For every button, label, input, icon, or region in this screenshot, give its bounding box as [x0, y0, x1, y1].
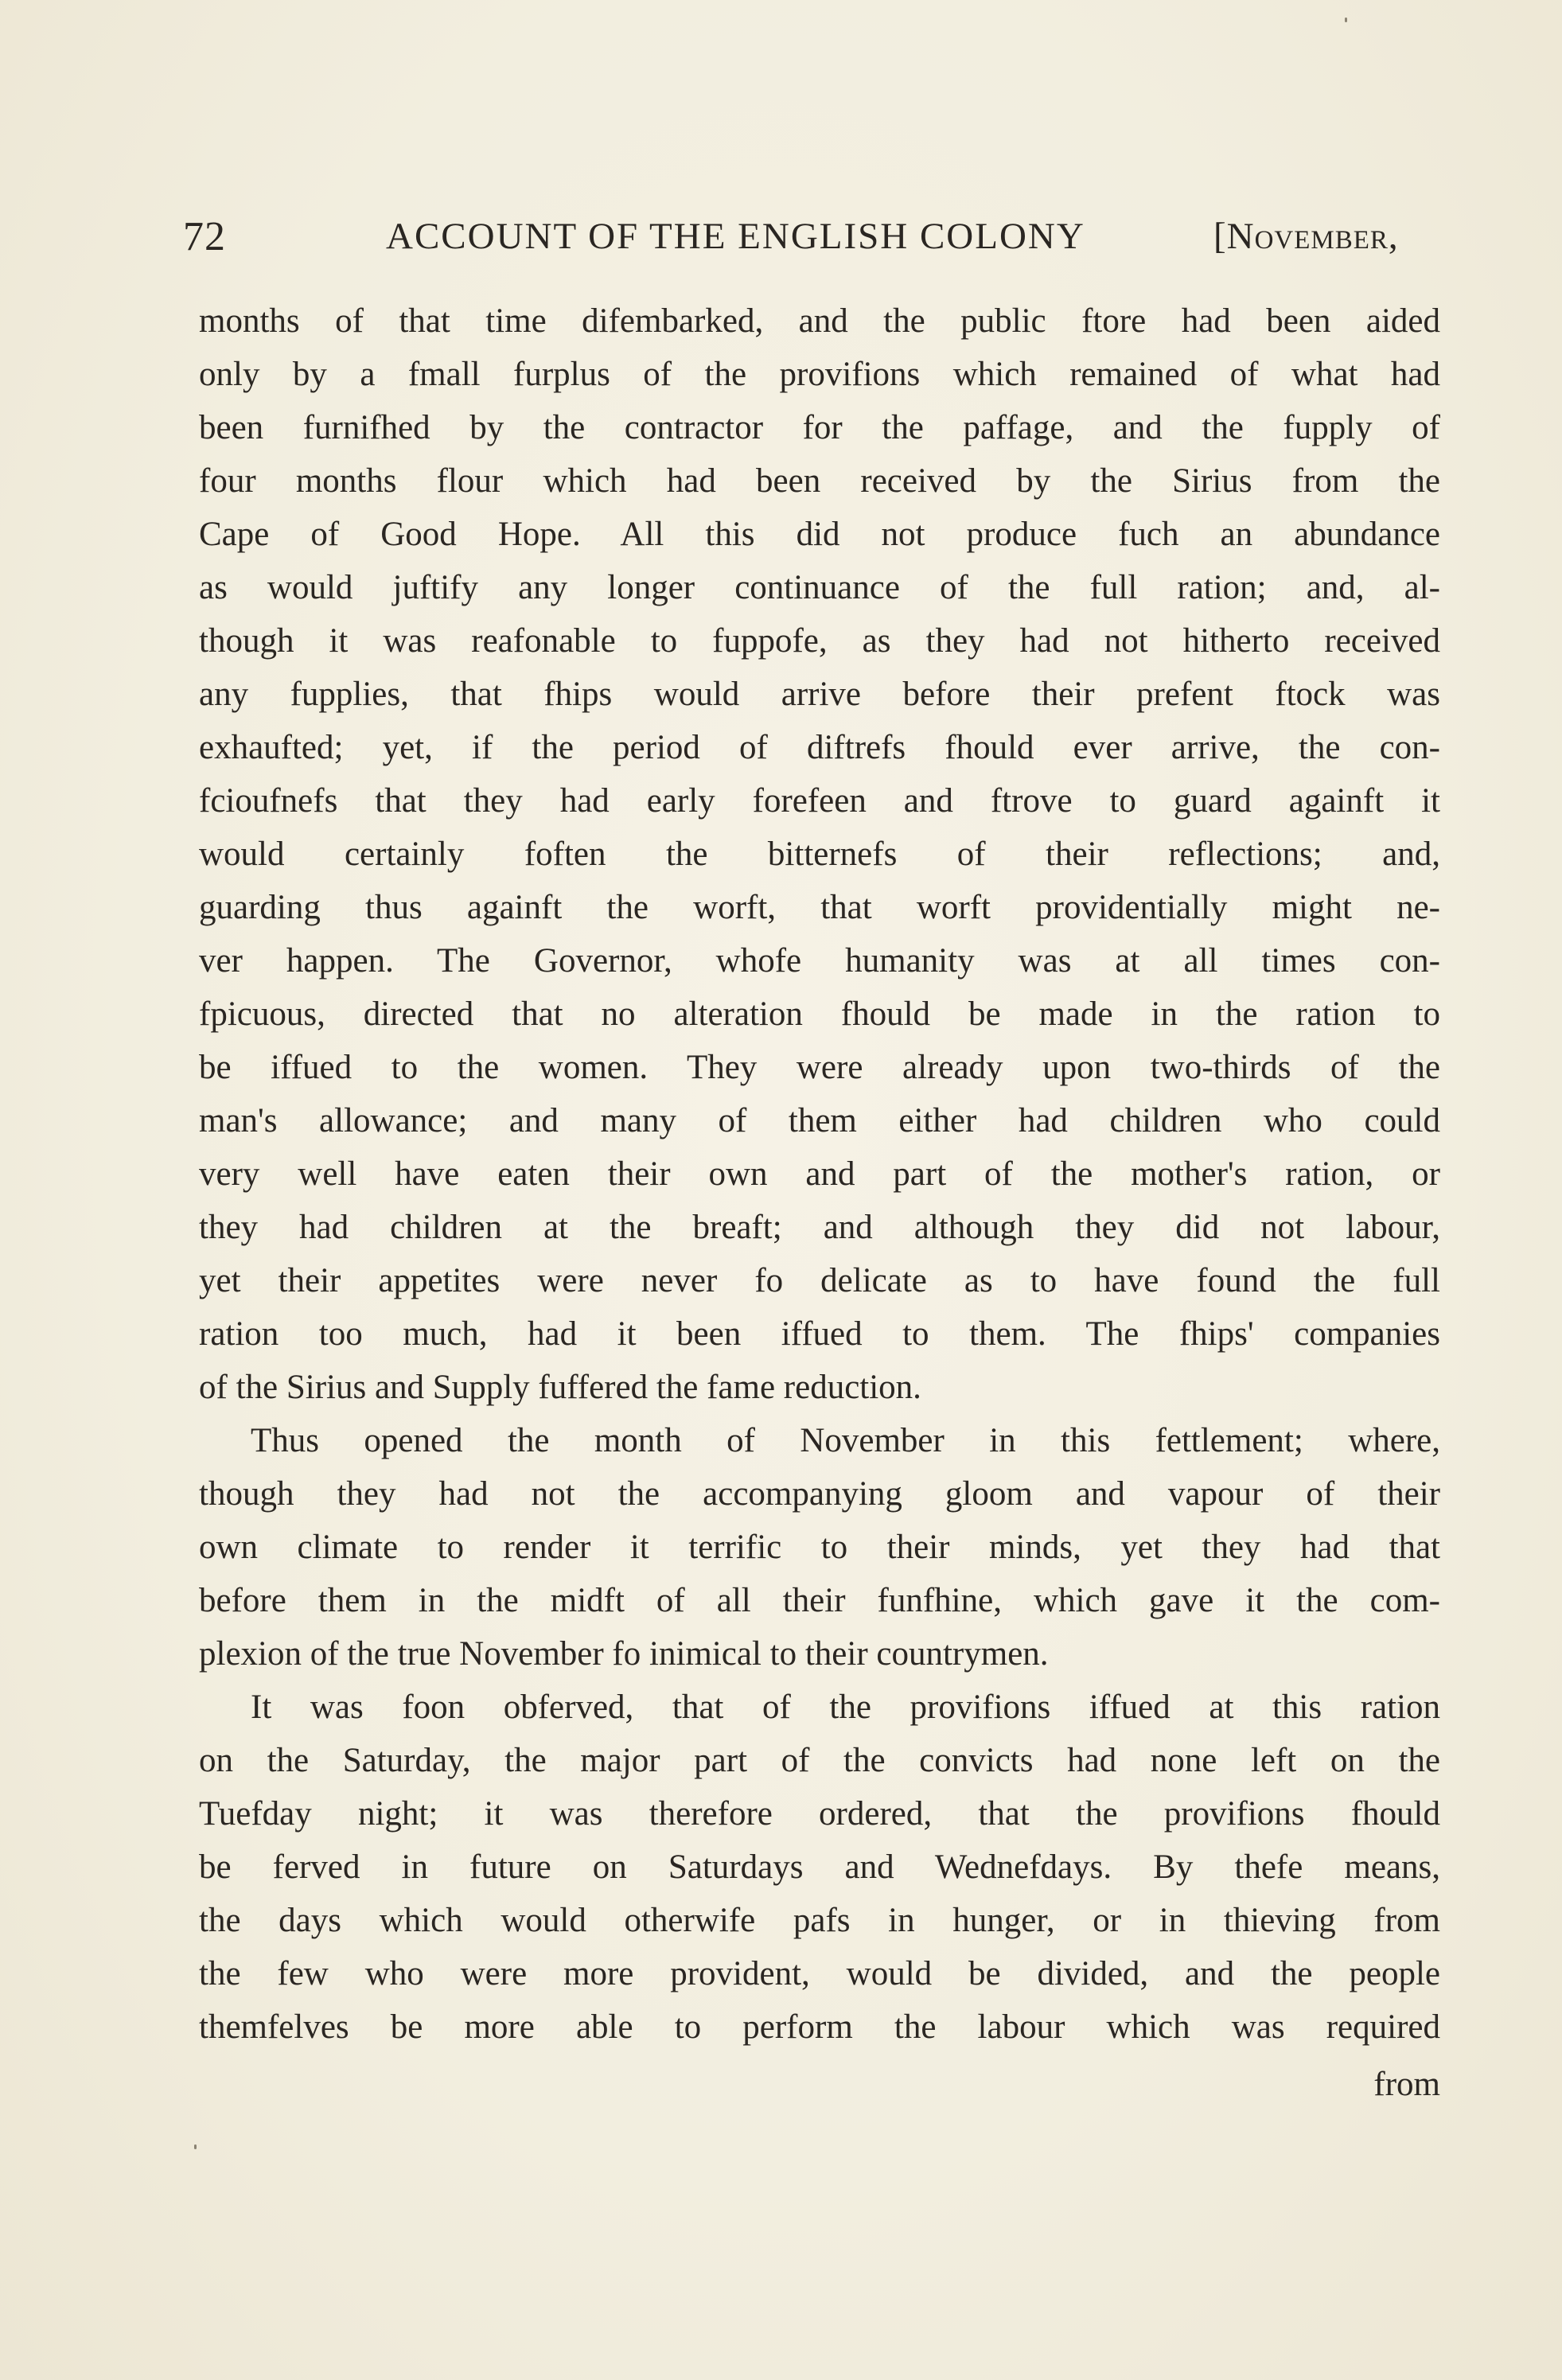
paper-speck: [194, 2144, 197, 2149]
text-line: be iffued to the women. They were already upon two-thirds of the: [199, 1049, 1440, 1086]
text-line: only by a fmall furplus of the provifions which remained of what had: [199, 356, 1440, 393]
text-line: Cape of Good Hope. All this did not produce fuch an abundance: [199, 516, 1440, 553]
text-line: fpicuous, directed that no alteration fhould be made in the ration to: [199, 995, 1440, 1033]
text-line: themfelves be more able to perform the labour which was required: [199, 2008, 1440, 2046]
text-line: man's allowance; and many of them either had children who could: [199, 1102, 1440, 1139]
text-line: been furnifhed by the contractor for the paffage, and the fupply of: [199, 409, 1440, 446]
text-line: they had children at the breaft; and although they did not labour,: [199, 1209, 1440, 1246]
text-line: of the Sirius and Supply fuffered the fame reduction.: [199, 1369, 921, 1406]
text-line: four months flour which had been received by the Sirius from the: [199, 462, 1440, 500]
text-line: very well have eaten their own and part of the mother's ration, or: [199, 1155, 1440, 1193]
text-line: ver happen. The Governor, whofe humanity was at all times con-: [199, 942, 1440, 980]
text-line: exhaufted; yet, if the period of diftrefs fhould ever arrive, the con-: [199, 729, 1440, 766]
text-line: months of that time difembarked, and the public ftore had been aided: [199, 302, 1440, 340]
text-line: own climate to render it terrific to their minds, yet they had that: [199, 1529, 1440, 1566]
text-line: any fupplies, that fhips would arrive before their prefent ftock was: [199, 676, 1440, 713]
text-line: be ferved in future on Saturdays and Wednefdays. By thefe means,: [199, 1848, 1440, 1886]
paper-speck: [1345, 18, 1347, 22]
text-line: as would juftify any longer continuance of the full ration; and, al-: [199, 569, 1440, 606]
text-line: fcioufnefs that they had early forefeen and ftrove to guard againft it: [199, 782, 1440, 820]
text-line: before them in the midft of all their funfhine, which gave it the com-: [199, 1582, 1440, 1619]
body-text: [199, 294, 1440, 2054]
text-line: though they had not the accompanying gloom and vapour of their: [199, 1475, 1440, 1513]
text-line: the few who were more provident, would be divided, and the people: [199, 1955, 1440, 1992]
text-line: the days which would otherwife pafs in hunger, or in thieving from: [199, 1902, 1440, 1939]
text-line: ration too much, had it been iffued to them. The fhips' companies: [199, 1315, 1440, 1353]
text-line: though it was reafonable to fuppofe, as they had not hitherto received: [199, 622, 1440, 660]
page-header: [183, 213, 1432, 277]
page-number: 72: [183, 214, 226, 259]
running-title: ACCOUNT OF THE ENGLISH COLONY: [386, 216, 1085, 257]
text-line: plexion of the true November fo inimical to their countrymen.: [199, 1635, 1049, 1673]
text-line: Thus opened the month of November in this fettlement; where,: [251, 1422, 1440, 1459]
running-month: [November,: [1213, 216, 1399, 257]
text-line: would certainly foften the bitternefs of their reflections; and,: [199, 836, 1440, 873]
catchword: from: [1373, 2066, 1440, 2103]
text-line: on the Saturday, the major part of the convicts had none left on the: [199, 1742, 1440, 1779]
text-line: yet their appetites were never fo delicate as to have found the full: [199, 1262, 1440, 1299]
text-line: guarding thus againft the worft, that worft providentially might ne-: [199, 889, 1440, 926]
text-line: It was foon obferved, that of the provifions iffued at this ration: [251, 1689, 1440, 1726]
text-line: Tuefday night; it was therefore ordered, that the provifions fhould: [199, 1795, 1440, 1833]
